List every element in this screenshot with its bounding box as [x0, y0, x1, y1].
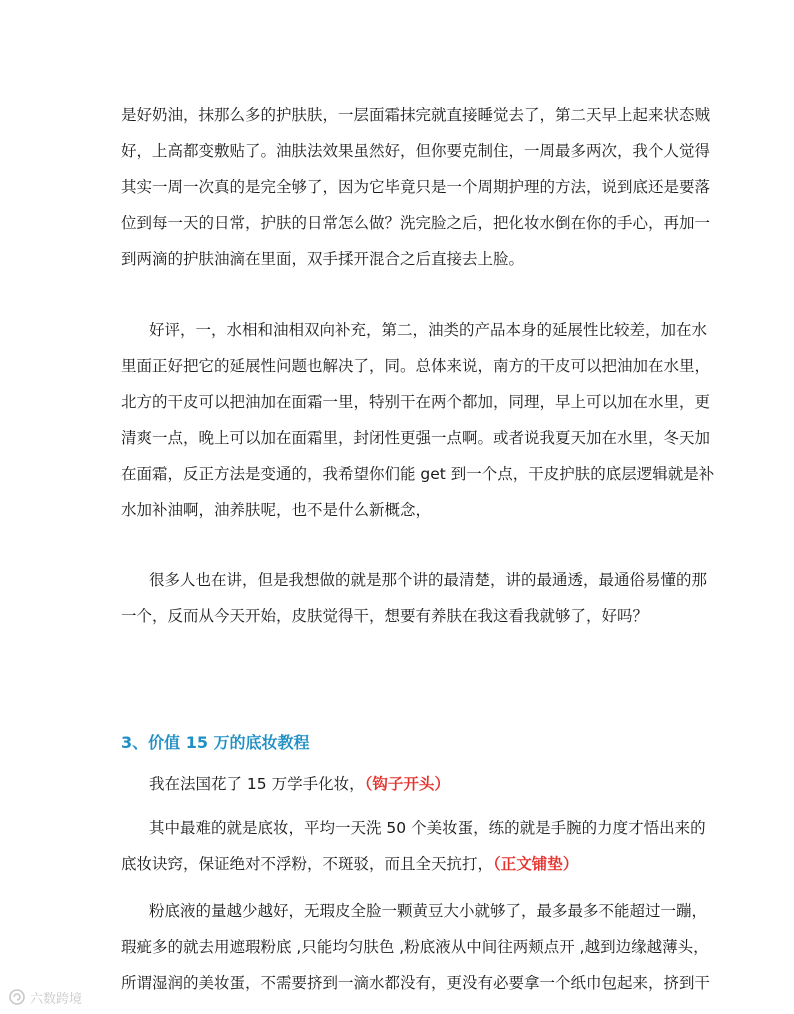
- text-line: 到两滴的护肤油滴在里面，双手揉开混合之后直接去上脸。: [121, 250, 525, 268]
- watermark: [8, 986, 82, 1008]
- text-line: 好，上高都变敷贴了。油肤法效果虽然好，但你要克制住，一周最多两次，我个人觉得: [121, 142, 711, 160]
- text-line: 北方的干皮可以把油加在面霜一里，特别干在两个都加，同理，早上可以加在水里，更: [121, 393, 711, 411]
- hook-tag: （钩子开头）: [364, 775, 450, 793]
- text-line: 清爽一点，晚上可以加在面霜里，封闭性更强一点啊。或者说我夏天加在水里，冬天加: [121, 429, 711, 447]
- paragraph-foundation-intro: [121, 810, 706, 882]
- text-line: 在面霜，反正方法是变通的，我希望你们能 get 到一个点，干皮护肤的底层逻辑就是补: [121, 465, 715, 483]
- text-line: 很多人也在讲，但是我想做的就是那个讲的最清楚，讲的最通透，最通俗易懂的那: [149, 571, 708, 589]
- text-line: 位到每一天的日常，护肤的日常怎么做？洗完脸之后，把化妆水倒在你的手心，再加一: [121, 214, 711, 232]
- watermark-text: 六数跨境: [30, 991, 83, 1007]
- paragraph-foundation-amount: [121, 893, 711, 1001]
- paragraph-hook: [121, 766, 681, 802]
- section-heading: 3、价值 15 万的底妆教程: [121, 733, 310, 752]
- hook-text: 我在法国花了 15 万学手化妆，: [149, 775, 365, 793]
- text-line: 其实一周一次真的是完全够了，因为它毕竟只是一个周期护理的方法，说到底还是要落: [121, 178, 711, 196]
- text-line: [121, 766, 681, 802]
- text-line: 所谓湿润的美妆蛋，不需要挤到一滴水都没有，更没有必要拿一个纸巾包起来，挤到干: [121, 974, 711, 992]
- paragraph-oil-method: [121, 97, 711, 277]
- text-line: 其中最难的就是底妆，平均一天洗 50 个美妆蛋，练的就是手腕的力度才悟出来的: [149, 819, 706, 837]
- text-line: 一个，反而从今天开始，皮肤觉得干，想要有养肤在我这看我就够了，好吗？: [121, 607, 649, 625]
- foundation-text: 底妆诀窍，保证绝对不浮粉，不斑驳，而且全天抗打，: [121, 855, 494, 873]
- text-line: 瑕疵多的就去用遮瑕粉底 ,只能均匀肤色 ,粉底液从中间往两颊点开 ,越到边缘越薄头，: [121, 938, 709, 956]
- text-line: 水加补油啊，油养肤呢，也不是什么新概念，: [121, 501, 432, 519]
- text-line: 粉底液的量越少越好，无瑕皮全脸一颗黄豆大小就够了，最多最多不能超过一蹦，: [149, 902, 708, 920]
- text-line: 好评，一，水相和油相双向补充，第二，油类的产品本身的延展性比较差，加在水: [149, 321, 708, 339]
- watermark-logo-icon: [8, 988, 26, 1006]
- paragraph-review: [121, 312, 715, 528]
- body-setup-tag: （正文铺垫）: [493, 855, 579, 873]
- text-line: 是好奶油，抹那么多的护肤肤，一层面霜抹完就直接睡觉去了，第二天早上起来状态贼: [121, 106, 711, 124]
- paragraph-many-people: [121, 562, 708, 634]
- text-line: [121, 846, 681, 882]
- text-line: 里面正好把它的延展性问题也解决了，同。总体来说，南方的干皮可以把油加在水里，: [121, 357, 711, 375]
